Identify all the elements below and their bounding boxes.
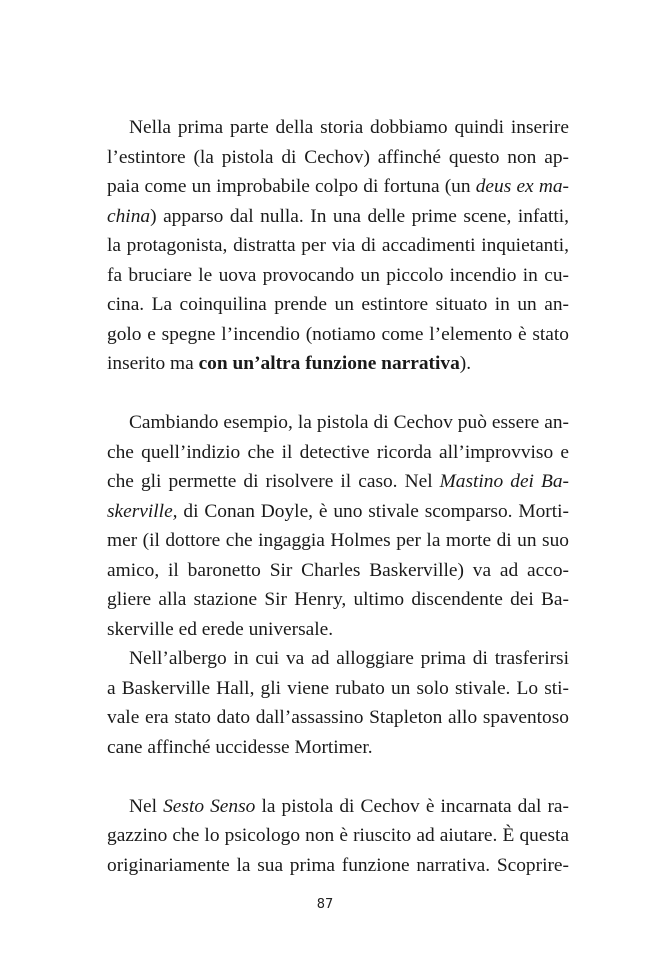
text-run: l’estintore (la pistola di Cechov) affinché questo non ap- <box>107 146 569 168</box>
text-line <box>107 290 569 320</box>
text-run: a Baskerville Hall, gli viene rubato un solo stivale. Lo sti- <box>107 677 569 699</box>
text-line <box>107 202 569 232</box>
italic-text: china <box>107 205 151 227</box>
text-run: la pistola di Cechov è incarnata dal ra- <box>255 795 569 817</box>
paragraph <box>107 792 569 881</box>
bold-text: con un’altra funzione narrativa <box>198 353 460 374</box>
text-run: Nel <box>129 795 164 817</box>
italic-text: deus ex ma- <box>475 176 569 197</box>
text-line <box>107 792 569 822</box>
text-line <box>107 320 569 350</box>
text-line <box>107 585 569 615</box>
text-run: gazzino che lo psicologo non è riuscito ad aiutare. È questa <box>107 825 569 846</box>
paragraph <box>107 644 569 762</box>
text-run: originariamente la sua prima funzione narrativa. Scoprire- <box>107 854 569 876</box>
text-run: Nella prima parte della storia dobbiamo quindi inserire <box>129 117 569 138</box>
page-number: 87 <box>316 897 334 912</box>
text-run: fa bruciare le uova provocando un piccolo incendio in cu- <box>107 264 569 286</box>
text-run: la protagonista, distratta per via di accadimenti inquietanti, <box>107 235 569 256</box>
text-line <box>107 497 569 527</box>
text-line <box>107 615 569 645</box>
text-line <box>107 467 569 497</box>
paragraph <box>107 408 569 644</box>
text-line <box>107 143 569 173</box>
text-run: vale era stato dato dall’assassino Stapleton allo spaventoso <box>107 707 569 728</box>
text-run: inserito ma <box>107 353 199 374</box>
text-run: cane affinché uccidesse Mortimer. <box>107 736 373 758</box>
text-run: che quell’indizio che il detective ricorda all’improvviso e <box>107 441 569 463</box>
italic-text: Mastino dei Ba- <box>439 471 569 492</box>
text-run: Cambiando esempio, la pistola di Cechov può essere an- <box>129 412 569 433</box>
text-line <box>107 408 569 438</box>
text-line <box>107 556 569 586</box>
text-run: cina. La coinquilina prende un estintore situato in un an- <box>107 294 569 315</box>
text-line <box>107 703 569 733</box>
text-run: skerville ed erede universale. <box>107 618 334 640</box>
text-line <box>107 821 569 851</box>
text-run: che gli permette di risolvere il caso. Nel <box>107 471 440 492</box>
text-run: ) apparso dal nulla. In una delle prime scene, infatti, <box>150 205 569 227</box>
text-line <box>107 349 569 379</box>
paragraph-gap <box>107 762 569 792</box>
text-run: paia come un improbabile colpo di fortuna (un <box>107 176 476 197</box>
italic-text: skerville, <box>107 500 178 522</box>
text-run: Nell’albergo in cui va ad alloggiare prima di trasferirsi <box>129 648 569 669</box>
text-line <box>107 261 569 291</box>
text-line <box>107 674 569 704</box>
text-run: golo e spegne l’incendio (notiamo come l’elemento è stato <box>107 323 569 345</box>
paragraph <box>107 113 569 379</box>
text-line <box>107 644 569 674</box>
text-line <box>107 113 569 143</box>
text-run: amico, il baronetto Sir Charles Baskerville) va ad acco- <box>107 559 569 581</box>
text-run: ). <box>459 353 472 374</box>
text-run: gliere alla stazione Sir Henry, ultimo discendente dei Ba- <box>107 589 569 610</box>
body-text <box>107 113 569 880</box>
text-run: mer (il dottore che ingaggia Holmes per la morte di un suo <box>107 530 569 551</box>
text-line <box>107 438 569 468</box>
text-line <box>107 733 569 763</box>
text-line <box>107 526 569 556</box>
text-line <box>107 172 569 202</box>
text-run: di Conan Doyle, è uno stivale scomparso. Morti- <box>177 500 569 522</box>
text-line <box>107 231 569 261</box>
italic-text: Sesto Senso <box>163 795 256 817</box>
text-line <box>107 851 569 881</box>
paragraph-gap <box>107 379 569 409</box>
